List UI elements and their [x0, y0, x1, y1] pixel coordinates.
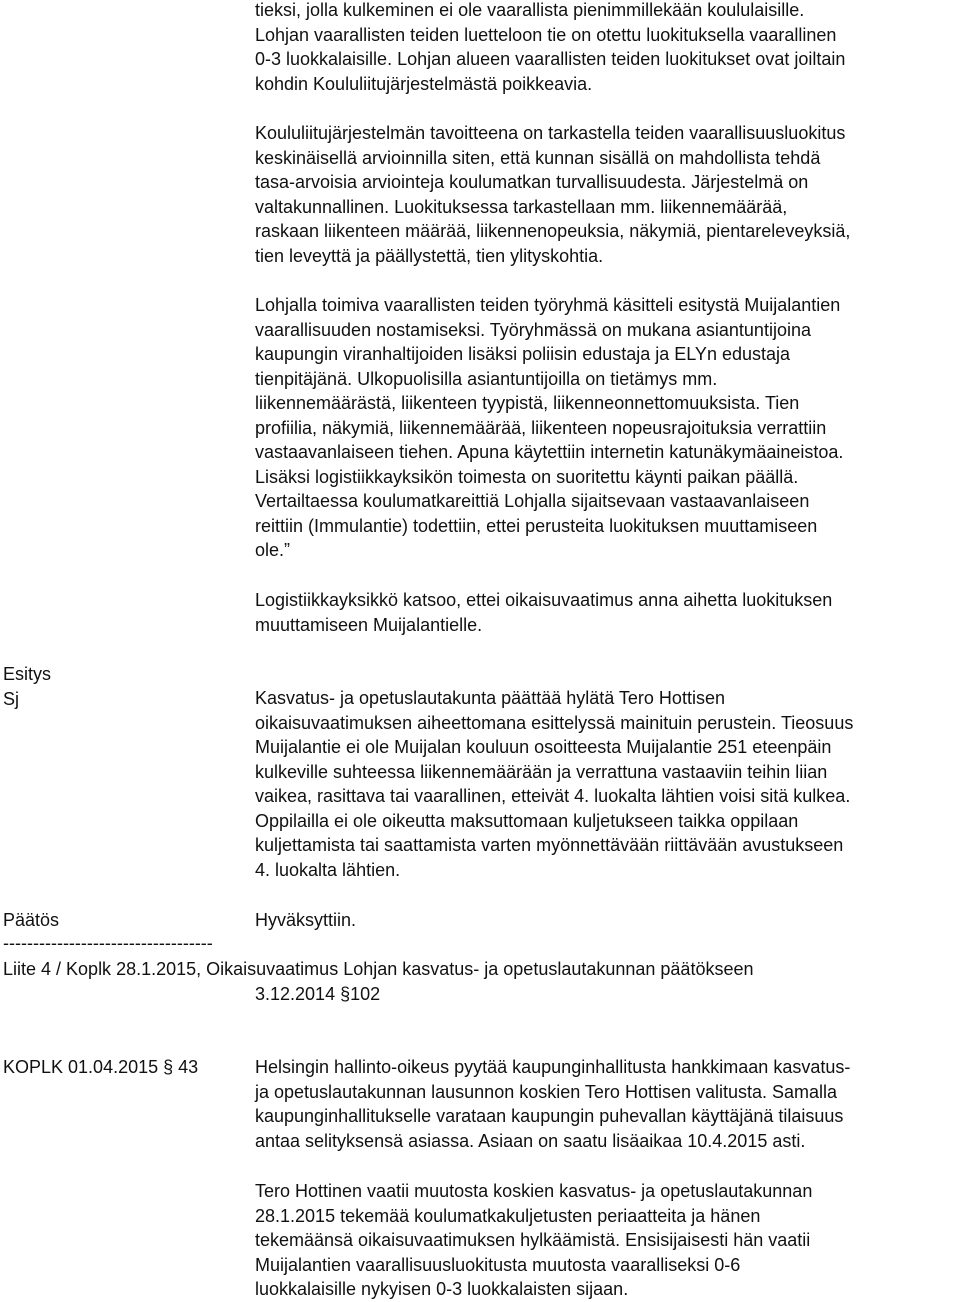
esitys-text: Kasvatus- ja opetuslautakunta päättää hylätä Tero Hottisen oikaisuvaatimuksen aiheettomana esittelyssä mainituin perustein. Tieosuus Muijalantie ei ole Muijalan kouluun osoitteesta Muijalantie 251 eteenpäin kulkeville suhteessa liikennemäärään ja verrattuna vastaaviin teihin liian vaikea, rasittava tai vaarallinen, etteivät 4. luokalta lähtien voisi sitä kulkea. Oppilailla ei ole oikeutta maksuttomaan kuljetukseen taikka oppilaan kuljettamista tai saattamista varten myönnettävään riittävään avustukseen 4. luokalta lähtien.: [255, 688, 854, 880]
paatos-label: Päätös: [3, 910, 60, 930]
intro-paragraph: tieksi, jolla kulkeminen ei ole vaarallista pienimmillekään koululaisille. Lohjan vaarallisten teiden luetteloon tie on otettu luokituksella vaarallinen 0-3 luokkalaisille. Lohjan alueen vaarallisten teiden luokitukset ovat joiltain kohdin Koululiitujärjestelmästä poikkeavia.: [255, 0, 846, 94]
system-paragraph: Koululiitujärjestelmän tavoitteena on tarkastella teiden vaarallisuusluokitus keskinäisellä arvioinnilla siten, että kunnan sisällä on mahdollista tehdä tasa-arvoisia arviointeja koulumatkan turvallisuudesta. Järjestelmä on valtakunnallinen. Luokituksessa tarkastellaan mm. liikennemäärää, raskaan liikenteen määrää, liikennenopeuksia, näkymiä, pientareleveyksiä, tien leveyttä ja päällystettä, tien ylityskohtia.: [255, 123, 851, 266]
koplk-paragraph-2: Tero Hottinen vaatii muutosta koskien kasvatus- ja opetuslautakunnan 28.1.2015 tekemää koulumatkakuljetusten periaatteita ja hänen tekemäänsä oikaisuvaatimuksen hylkäämistä. Ensisijaisesti hän vaatii Muijalantien vaarallisuusluokitusta muutosta vaaralliseksi 0-6 luokkalaisille nykyisen 0-3 luokkalaisten sijaan.: [255, 1181, 813, 1299]
liite-line-1: Liite 4 / Koplk 28.1.2015, Oikaisuvaatimus Lohjan kasvatus- ja opetuslautakunnan päätökseen: [3, 959, 754, 979]
working-group-paragraph: Lohjalla toimiva vaarallisten teiden työryhmä käsitteli esitystä Muijalantien vaarallisuuden nostamiseksi. Työryhmässä on mukana asiantuntijoina kaupungin viranhaltijoiden lisäksi poliisin edustaja ja ELYn edustaja tienpitäjänä. Ulkopuolisilla asiantuntijoilla on tietämys mm. liikennemäärästä, liikenteen tyypistä, liikenneonnettomuuksista. Tien profiilia, näkymiä, liikennemäärää, liikenteen nopeusrajoituksia verrattiin vastaavanlaiseen tiehen. Apuna käytettiin internetin katunäkymäaineistoa. Lisäksi logistiikkayksikön toimesta on suoritettu käynti paikan päällä. Vertailtaessa koulumatkareittiä Lohjalla sijaitsevaan vastaavanlaiseen reittiin (Immulantie) todettiin, ettei perusteita luokituksen muuttamiseen ole.”: [255, 295, 844, 560]
logistics-paragraph: Logistiikkayksikkö katsoo, ettei oikaisuvaatimus anna aihetta luokituksen muuttamiseen Muijalantielle.: [255, 590, 833, 635]
koplk-label: KOPLK 01.04.2015 § 43: [3, 1057, 199, 1077]
koplk-paragraph-1: Helsingin hallinto-oikeus pyytää kaupunginhallitusta hankkimaan kasvatus- ja opetuslautakunnan lausunnon koskien Tero Hottisen valitusta. Samalla kaupunginhallitukselle varataan kaupungin puhevallan käyttäjänä tilaisuus antaa selityksensä asiassa. Asiaan on saatu lisäaikaa 10.4.2015 asti.: [255, 1057, 851, 1151]
esitys-label: Esitys Sj: [3, 664, 52, 709]
paatos-text: Hyväksyttiin.: [255, 910, 357, 930]
liite-line-2: 3.12.2014 §102: [255, 984, 381, 1004]
divider-line: -----------------------------------: [3, 933, 213, 953]
